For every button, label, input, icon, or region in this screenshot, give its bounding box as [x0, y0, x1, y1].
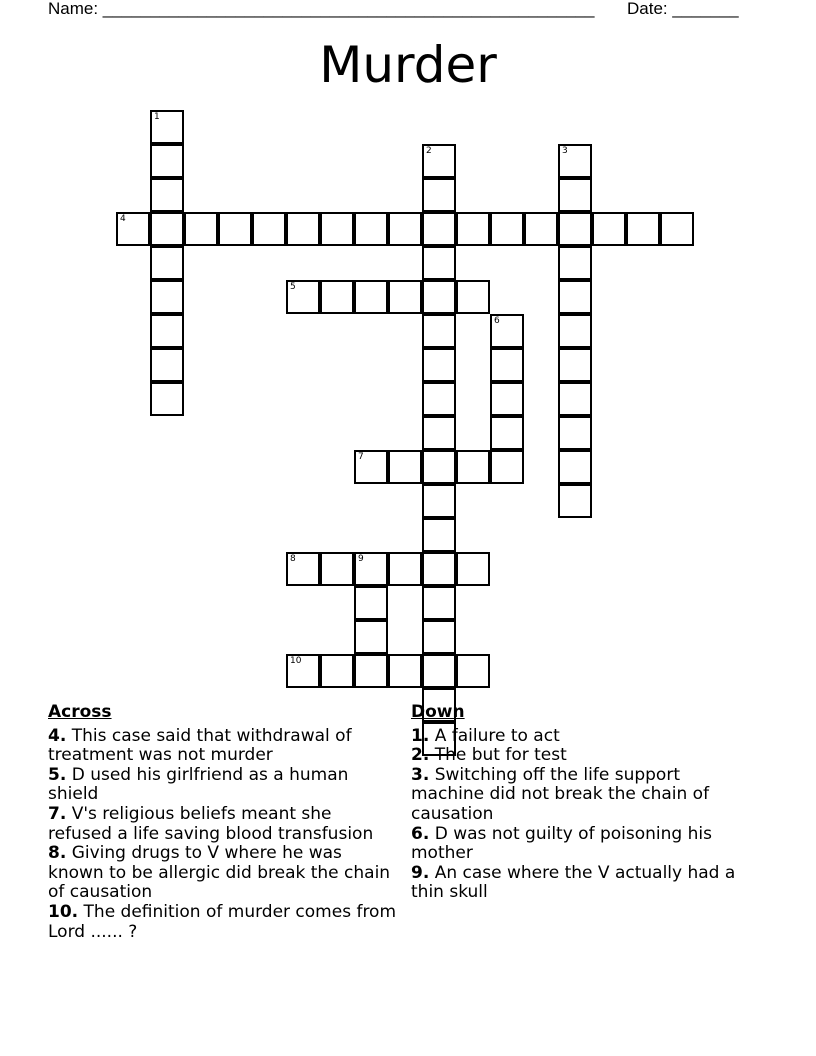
clue-number-label: 9.: [411, 862, 430, 883]
puzzle-title: Murder: [319, 36, 497, 94]
grid-cell[interactable]: [354, 212, 388, 246]
grid-cell[interactable]: [558, 314, 592, 348]
grid-cell[interactable]: [286, 552, 320, 586]
clue-text: A failure to act: [434, 725, 560, 746]
grid-cell[interactable]: [422, 484, 456, 518]
grid-cell[interactable]: [422, 348, 456, 382]
grid-cell[interactable]: [422, 586, 456, 620]
name-field-line: Name: ____________________________________________________: [48, 0, 595, 18]
grid-cell[interactable]: [422, 178, 456, 212]
grid-cell[interactable]: [558, 348, 592, 382]
across-clue: [48, 903, 398, 942]
date-field-line: Date: _______: [627, 0, 739, 18]
grid-cell[interactable]: [388, 654, 422, 688]
down-heading: Down: [411, 702, 465, 722]
across-clue-list: [48, 727, 398, 943]
grid-cell[interactable]: [490, 382, 524, 416]
clue-number: 6: [494, 316, 500, 326]
grid-cell[interactable]: [388, 552, 422, 586]
clue-number: 2: [426, 146, 432, 156]
across-clue: [48, 766, 398, 805]
grid-cell[interactable]: [490, 314, 524, 348]
grid-cell[interactable]: [592, 212, 626, 246]
grid-cell[interactable]: [422, 654, 456, 688]
grid-cell[interactable]: [320, 212, 354, 246]
across-clue: [48, 805, 398, 844]
grid-cell[interactable]: [422, 450, 456, 484]
across-heading: Across: [48, 702, 112, 722]
grid-cell[interactable]: [320, 280, 354, 314]
grid-cell[interactable]: [422, 552, 456, 586]
clue-text: D was not guilty of poisoning his mother: [411, 823, 712, 864]
grid-cell[interactable]: [116, 212, 150, 246]
grid-cell[interactable]: [456, 280, 490, 314]
grid-cell[interactable]: [218, 212, 252, 246]
grid-cell[interactable]: [354, 450, 388, 484]
clue-number-label: 2.: [411, 745, 430, 766]
down-clue: [411, 825, 756, 864]
clue-number-label: 1.: [411, 725, 430, 746]
down-clues: [411, 703, 756, 903]
grid-cell[interactable]: [660, 212, 694, 246]
grid-cell[interactable]: [150, 178, 184, 212]
grid-cell[interactable]: [524, 212, 558, 246]
clue-text: V's religious beliefs meant she refused a life saving blood transfusion: [48, 803, 374, 844]
grid-cell[interactable]: [354, 280, 388, 314]
clue-number: 8: [290, 554, 296, 564]
clue-number: 3: [562, 146, 568, 156]
down-clue-list: [411, 727, 756, 903]
clue-number-label: 10.: [48, 901, 79, 922]
clue-text: An case where the V actually had a thin skull: [411, 862, 736, 903]
grid-cell[interactable]: [354, 586, 388, 620]
grid-cell[interactable]: [150, 314, 184, 348]
grid-cell[interactable]: [422, 246, 456, 280]
grid-cell[interactable]: [558, 144, 592, 178]
grid-cell[interactable]: [286, 212, 320, 246]
clue-number: 9: [358, 554, 364, 564]
grid-cell[interactable]: [558, 416, 592, 450]
grid-cell[interactable]: [490, 212, 524, 246]
grid-cell[interactable]: [490, 450, 524, 484]
clue-number-label: 3.: [411, 764, 430, 785]
clue-text: D used his girlfriend as a human shield: [48, 764, 349, 805]
clue-number-label: 5.: [48, 764, 67, 785]
clue-number-label: 7.: [48, 803, 67, 824]
grid-cell[interactable]: [388, 450, 422, 484]
clue-text: Switching off the life support machine did not break the chain of causation: [411, 764, 710, 824]
grid-cell[interactable]: [422, 280, 456, 314]
down-clue: [411, 727, 756, 747]
across-clue: [48, 727, 398, 766]
grid-cell[interactable]: [558, 212, 592, 246]
grid-cell[interactable]: [490, 416, 524, 450]
grid-cell[interactable]: [150, 144, 184, 178]
clue-number-label: 4.: [48, 725, 67, 746]
across-clue: [48, 844, 398, 903]
clue-text: The definition of murder comes from Lord ...... ?: [48, 901, 397, 942]
clue-number: 1: [154, 112, 160, 122]
grid-cell[interactable]: [388, 280, 422, 314]
grid-cell[interactable]: [320, 552, 354, 586]
grid-cell[interactable]: [558, 450, 592, 484]
clue-text: Giving drugs to V where he was known to be allergic did break the chain of causation: [48, 843, 391, 903]
grid-cell[interactable]: [184, 212, 218, 246]
grid-cell[interactable]: [490, 348, 524, 382]
grid-cell[interactable]: [422, 144, 456, 178]
down-clue: [411, 864, 756, 903]
clue-text: The but for test: [434, 745, 567, 766]
grid-cell[interactable]: [558, 382, 592, 416]
grid-cell[interactable]: [388, 212, 422, 246]
grid-cell[interactable]: [456, 212, 490, 246]
grid-cell[interactable]: [422, 416, 456, 450]
clue-number-label: 8.: [48, 843, 67, 864]
down-clue: [411, 766, 756, 825]
grid-cell[interactable]: [422, 518, 456, 552]
grid-cell[interactable]: [456, 654, 490, 688]
grid-cell[interactable]: [286, 280, 320, 314]
clue-number: 10: [290, 656, 302, 666]
grid-cell[interactable]: [558, 246, 592, 280]
down-clue: [411, 746, 756, 766]
grid-cell[interactable]: [558, 484, 592, 518]
grid-cell[interactable]: [422, 620, 456, 654]
clue-number-label: 6.: [411, 823, 430, 844]
grid-cell[interactable]: [252, 212, 286, 246]
grid-cell[interactable]: [558, 280, 592, 314]
grid-cell[interactable]: [354, 620, 388, 654]
grid-cell[interactable]: [422, 382, 456, 416]
grid-cell[interactable]: [150, 110, 184, 144]
grid-cell[interactable]: [422, 212, 456, 246]
grid-cell[interactable]: [150, 246, 184, 280]
grid-cell[interactable]: [558, 178, 592, 212]
grid-cell[interactable]: [354, 552, 388, 586]
grid-cell[interactable]: [150, 280, 184, 314]
grid-cell[interactable]: [286, 654, 320, 688]
clue-text: This case said that withdrawal of treatment was not murder: [48, 725, 352, 766]
grid-cell[interactable]: [456, 552, 490, 586]
grid-cell[interactable]: [150, 382, 184, 416]
clue-number: 7: [358, 452, 364, 462]
grid-cell[interactable]: [422, 314, 456, 348]
grid-cell[interactable]: [320, 654, 354, 688]
clue-number: 4: [120, 214, 126, 224]
grid-cell[interactable]: [150, 348, 184, 382]
across-clues: [48, 703, 398, 942]
grid-cell[interactable]: [626, 212, 660, 246]
grid-cell[interactable]: [354, 654, 388, 688]
grid-cell[interactable]: [456, 450, 490, 484]
grid-cell[interactable]: [150, 212, 184, 246]
clue-number: 5: [290, 282, 296, 292]
